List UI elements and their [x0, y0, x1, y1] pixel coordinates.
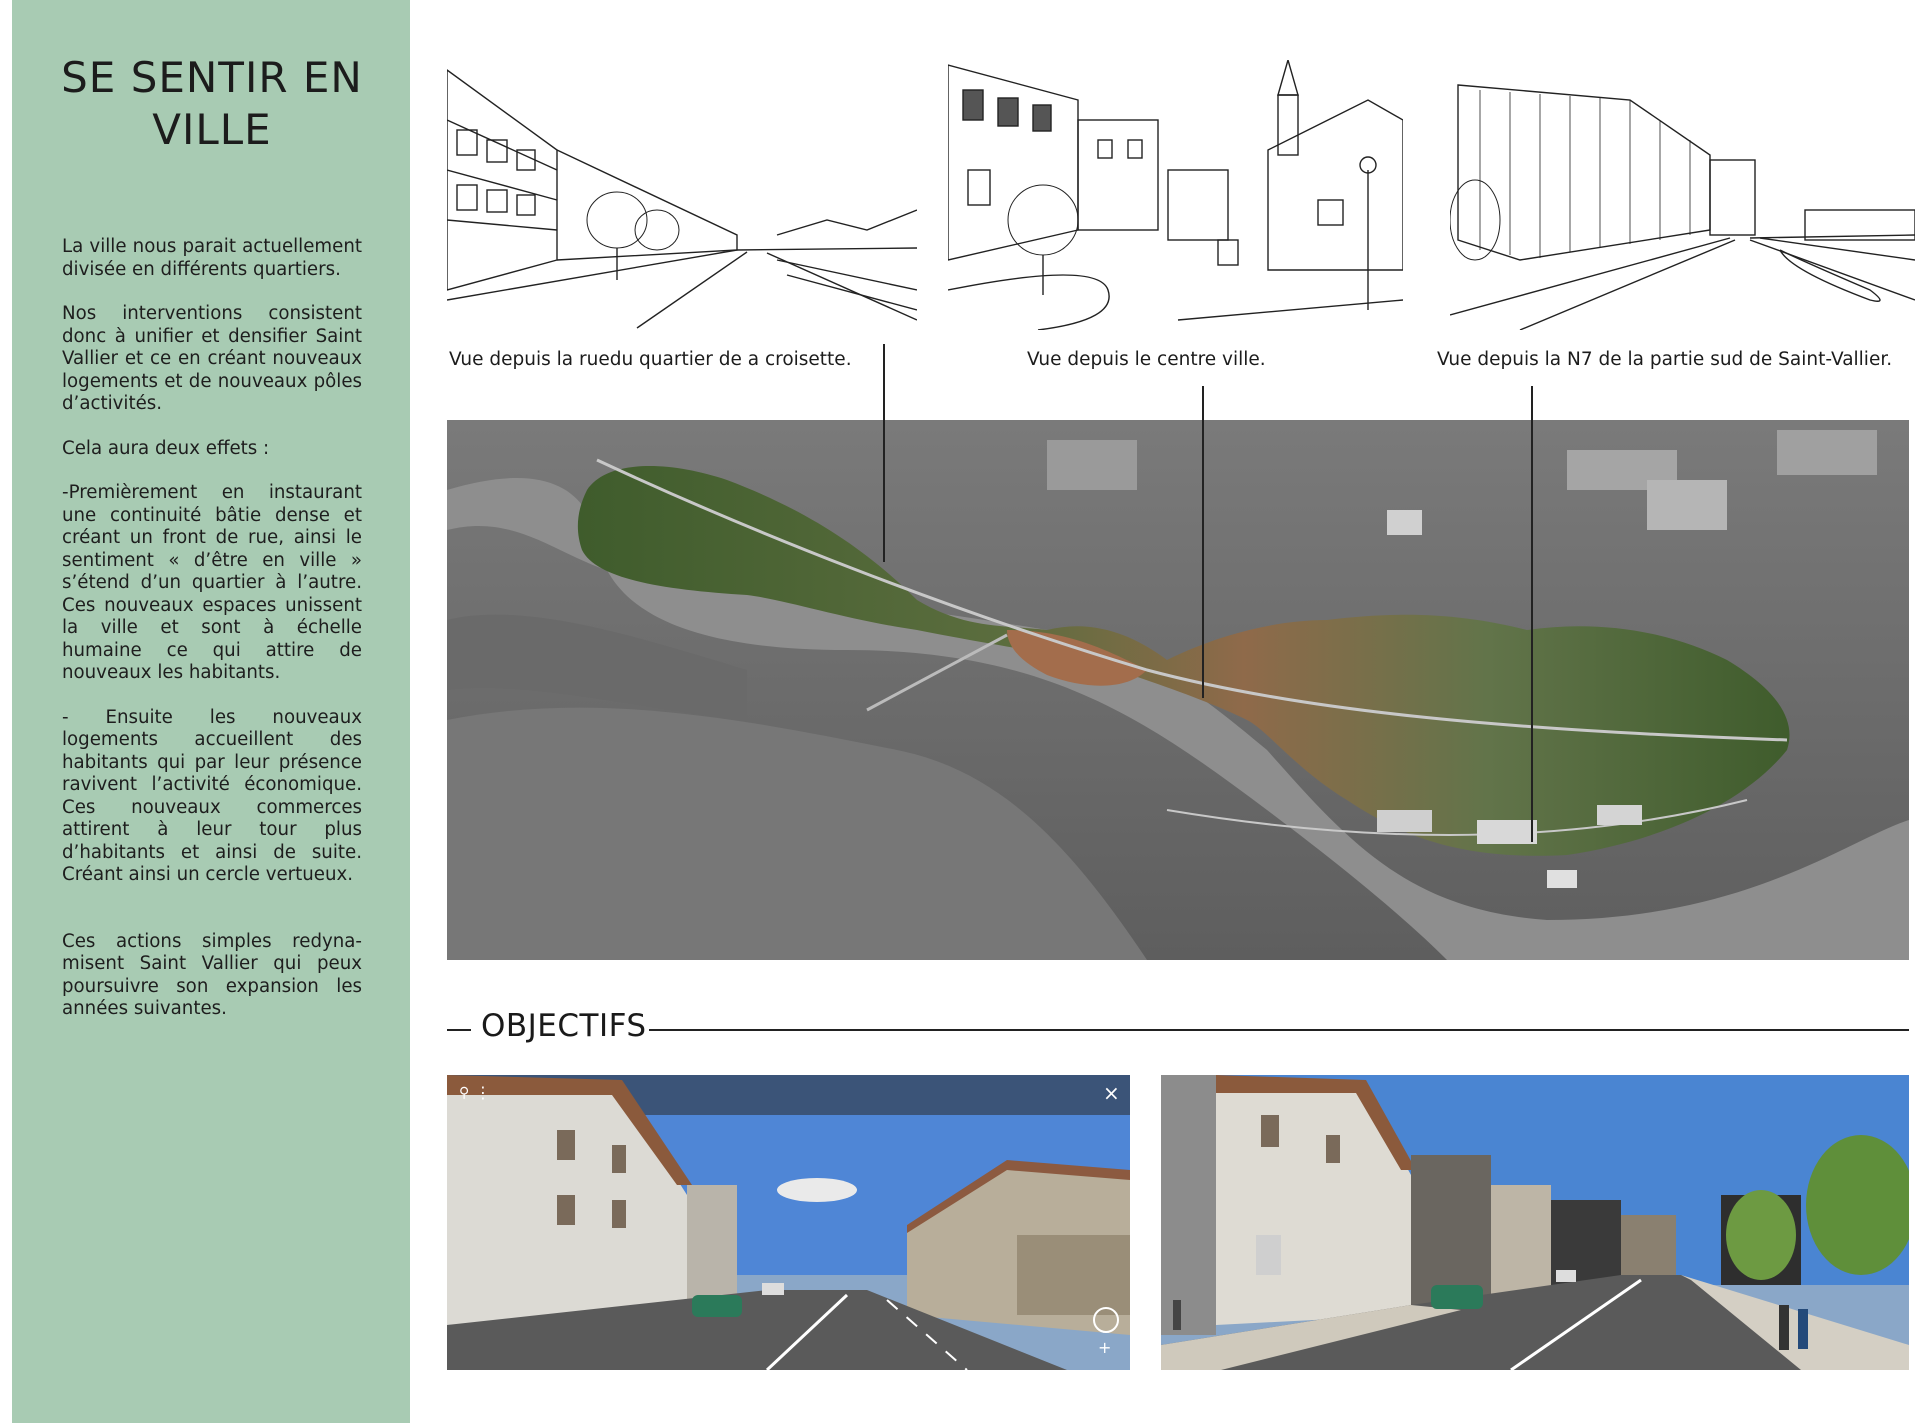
objectifs-title: OBJECTIFS — [481, 1008, 647, 1044]
heading-rule-right — [649, 1029, 1909, 1031]
paragraph-conclusion: Ces actions simples redyna-misent Saint Vallier qui peux poursuivre son expansion les années suivantes. — [62, 930, 362, 1019]
paragraph-intro: La ville nous parait actuellement divisée en différents quartiers. — [62, 236, 362, 280]
menu-icon[interactable]: ⋮ — [475, 1083, 491, 1102]
sidebar-panel — [12, 0, 410, 1423]
pointer-line-croisette — [883, 344, 885, 562]
compass-icon[interactable] — [1093, 1307, 1119, 1333]
caption-centre-ville: Vue depuis le centre ville. — [1027, 349, 1266, 370]
pin-icon[interactable]: ⚲ — [459, 1085, 470, 1101]
sketch-n7 — [1450, 60, 1915, 330]
zoom-in-icon[interactable]: + — [1098, 1338, 1112, 1357]
sketch-centre-ville — [948, 60, 1403, 330]
caption-n7: Vue depuis la N7 de la partie sud de Saint-Vallier. — [1437, 349, 1893, 370]
page-title — [52, 52, 372, 156]
sidebar-text — [62, 236, 362, 1043]
aerial-map — [447, 420, 1909, 960]
paragraph-interventions: Nos interventions consistent donc à unifier et densifier Saint Vallier et ce en créant nouveaux logements et de nouveaux pôles d’activités. — [62, 303, 362, 414]
photo-street-proposed — [1161, 1075, 1909, 1370]
title-line-1: SE SENTIR EN — [61, 53, 363, 102]
heading-rule-left — [447, 1029, 471, 1031]
paragraph-effect-2: - Ensuite les nouveaux logements accueillent des habitants qui par leur présence ravivent l’activité économique. Ces nouveaux commerces attirent à leur tour plus d’habitants et ainsi de suite. Créant ainsi un cercle vertueux. — [62, 706, 362, 885]
sketch-croisette — [447, 60, 917, 330]
paragraph-effect-1: -Premièrement en instaurant une continuité bâtie dense et créant un front de rue, ainsi le sentiment « d’être en ville » s’étend d’un quartier à l’autre. Ces nouveaux espaces unissent la ville et sont à échelle humaine ce qui attire de nouveaux les habitants. — [62, 482, 362, 683]
paragraph-effects-heading: Cela aura deux effets : — [62, 437, 270, 459]
title-line-2: VILLE — [152, 105, 272, 154]
photo-street-current — [447, 1075, 1130, 1370]
caption-croisette: Vue depuis la ruedu quartier de a croisette. — [449, 349, 852, 370]
close-icon[interactable]: × — [1103, 1081, 1120, 1105]
pointer-line-n7 — [1531, 386, 1533, 842]
pointer-line-centre-ville — [1202, 386, 1204, 698]
objectifs-heading-row — [447, 1005, 1909, 1053]
